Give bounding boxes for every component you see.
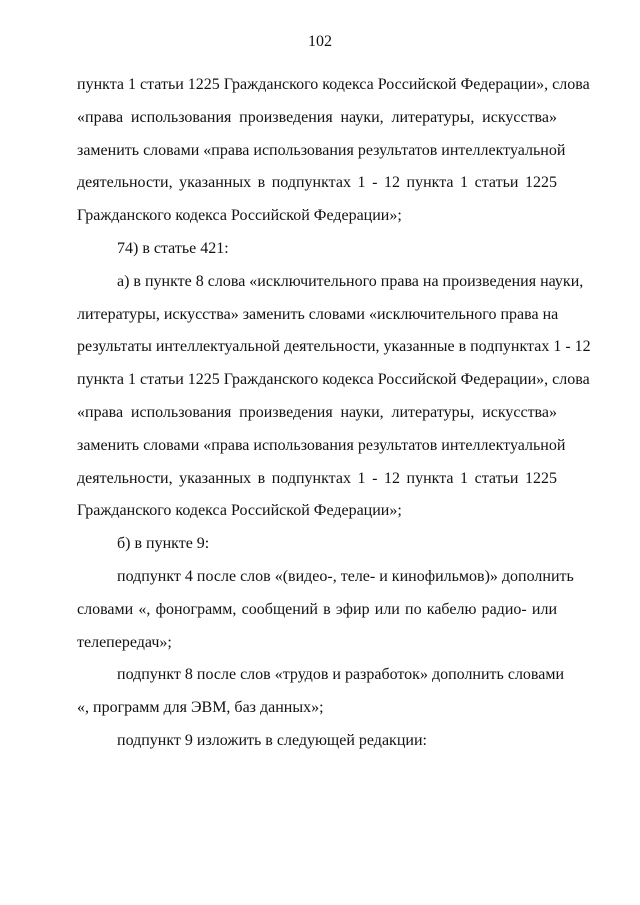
- text-line: пункта 1 статьи 1225 Гражданского кодекса Российской Федерации», слова: [77, 76, 590, 93]
- text-line: деятельности, указанных в подпунктах 1 - 12 пункта 1 статьи 1225: [77, 469, 557, 487]
- paragraph: [77, 659, 565, 725]
- paragraph: [77, 725, 557, 758]
- text-line: «, программ для ЭВМ, баз данных»;: [77, 699, 324, 717]
- paragraph: [77, 233, 557, 266]
- text-line: а) в пункте 8 слова «исключительного права на произведения науки,: [117, 272, 584, 290]
- paragraph: [77, 69, 590, 233]
- page-number: 102: [308, 33, 332, 50]
- text-line: деятельности, указанных в подпунктах 1 - 12 пункта 1 статьи 1225: [77, 174, 557, 192]
- text-line: подпункт 4 после слов «(видео-, теле- и кинофильмов)» дополнить: [117, 567, 574, 585]
- text-line: «права использования произведения науки, литературы, искусства»: [77, 403, 557, 421]
- text-line: подпункт 8 после слов «трудов и разработок» дополнить словами: [117, 666, 565, 684]
- text-line: Гражданского кодекса Российской Федерации»;: [77, 207, 402, 225]
- paragraph: [77, 528, 557, 561]
- paragraph: [77, 266, 591, 528]
- text-line: «права использования произведения науки, литературы, искусства»: [77, 108, 557, 126]
- paragraph: [77, 561, 574, 659]
- text-line: Гражданского кодекса Российской Федерации»;: [77, 502, 402, 520]
- text-line: телепередач»;: [77, 633, 172, 651]
- text-line: результаты интеллектуальной деятельности, указанные в подпунктах 1 - 12: [77, 338, 591, 356]
- text-line: подпункт 9 изложить в следующей редакции:: [117, 731, 427, 749]
- document-body: [77, 69, 591, 758]
- text-line: пункта 1 статьи 1225 Гражданского кодекса Российской Федерации», слова: [77, 371, 590, 389]
- text-line: литературы, искусства» заменить словами «исключительного права на: [77, 305, 559, 323]
- text-line: 74) в статье 421:: [117, 239, 229, 257]
- text-line: б) в пункте 9:: [117, 535, 210, 553]
- text-line: заменить словами «права использования результатов интеллектуальной: [77, 436, 566, 454]
- text-line: заменить словами «права использования результатов интеллектуальной: [77, 141, 566, 159]
- text-line: словами «, фонограмм, сообщений в эфир или по кабелю радио- или: [77, 600, 557, 618]
